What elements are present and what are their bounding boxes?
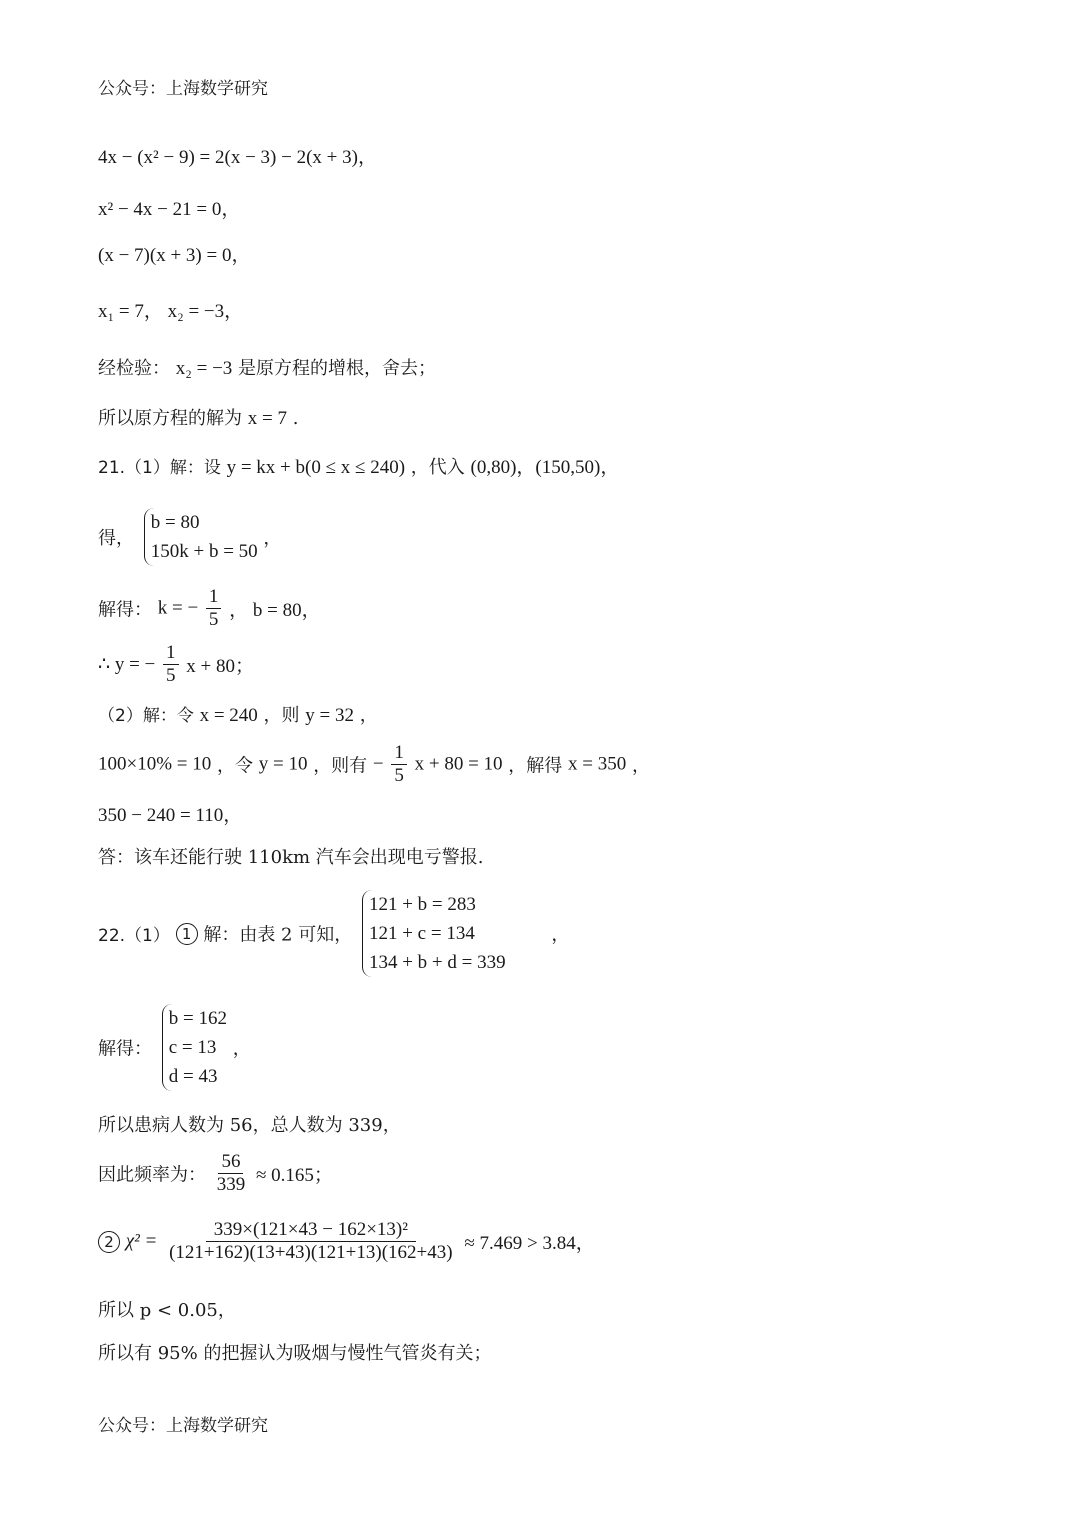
fraction-one-fifth bbox=[391, 742, 407, 787]
system-2-row-1: 121 + b = 283 bbox=[368, 894, 476, 915]
part2-end: ， bbox=[359, 705, 378, 726]
frequency-fraction bbox=[214, 1151, 249, 1196]
system-3-brace bbox=[162, 1004, 227, 1091]
system-3-row-1: b = 162 bbox=[168, 1008, 227, 1029]
system-1-row-2: 150k + b = 50 bbox=[150, 541, 258, 562]
solution-math: x = 7 bbox=[247, 408, 287, 429]
q21-line bbox=[98, 455, 619, 481]
calc-text-3: ，解得 bbox=[508, 755, 563, 777]
check-line bbox=[98, 356, 436, 382]
system-3-lead: 解得： bbox=[98, 1038, 152, 1060]
calc-math-2: y = 10 bbox=[258, 753, 308, 775]
conclusion-line: 所以有 95% 的把握认为吸烟与慢性气管炎有关； bbox=[98, 1343, 492, 1364]
chi-square-rest: ≈ 7.469 > 3.84， bbox=[464, 1233, 595, 1254]
system-2-end: ， bbox=[551, 924, 570, 946]
system-3-row-2: c = 13 bbox=[168, 1037, 217, 1058]
check-math: x₂ = −3 bbox=[175, 358, 233, 379]
fraction-numerator: 1 bbox=[391, 742, 407, 765]
equation-line-1: 4x − (x² − 9) = 2(x − 3) − 2(x + 3)， bbox=[98, 147, 377, 168]
q21-mid: ，代入 bbox=[410, 457, 465, 478]
answer-line: 答：该车还能行驶 110km 汽车会出现电亏警报. bbox=[98, 847, 484, 868]
fraction-numerator: 1 bbox=[206, 586, 222, 609]
circled-number-2: 2 bbox=[98, 1231, 120, 1253]
check-rest: 是原方程的增根，舍去； bbox=[238, 358, 437, 379]
fraction-denominator: 5 bbox=[208, 609, 219, 630]
function-rest: x + 80； bbox=[186, 656, 254, 677]
q22-lead: 解：由表 2 可知， bbox=[203, 924, 353, 946]
calc-line bbox=[98, 742, 650, 787]
system-2-row-2: 121 + c = 134 bbox=[368, 923, 475, 944]
q21-math-2: (0,80)，(150,50)， bbox=[470, 457, 620, 478]
part2-lead: （2）解：令 bbox=[98, 706, 194, 726]
chi-square-fraction bbox=[165, 1219, 456, 1264]
frequency-line bbox=[98, 1151, 333, 1196]
count-line: 所以患病人数为 56，总人数为 339， bbox=[98, 1115, 401, 1136]
solve-k-math: k = − bbox=[157, 597, 199, 619]
part2-math-1: x = 240 bbox=[199, 705, 258, 726]
fraction-denominator: 5 bbox=[166, 665, 176, 686]
page-footer: 公众号：上海数学研究 bbox=[98, 1416, 268, 1436]
difference-line: 350 − 240 = 110， bbox=[98, 805, 243, 826]
frequency-rest: ≈ 0.165； bbox=[255, 1165, 333, 1186]
chi-square-numerator: 339×(121×43 − 162×13)² bbox=[206, 1219, 416, 1242]
chi-square-lead: χ² = bbox=[125, 1230, 158, 1252]
function-line bbox=[98, 642, 254, 687]
calc-end: ， bbox=[631, 755, 650, 777]
frequency-lead: 因此频率为： bbox=[98, 1164, 206, 1186]
frequency-denominator: 339 bbox=[216, 1174, 246, 1195]
fraction-numerator: 1 bbox=[163, 642, 179, 665]
check-label: 经检验： bbox=[98, 358, 170, 379]
fraction-one-fifth bbox=[163, 642, 179, 687]
chi-square-line bbox=[98, 1219, 595, 1264]
calc-math-3: x + 80 = 10 bbox=[414, 753, 503, 775]
solution-label: 所以原方程的解为 bbox=[98, 408, 242, 429]
system-1-end: ， bbox=[263, 528, 282, 549]
solution-line bbox=[98, 406, 298, 432]
p-value-line: 所以 p < 0.05， bbox=[98, 1300, 236, 1321]
fraction-denominator: 5 bbox=[394, 765, 404, 786]
calc-math-4: x = 350 bbox=[568, 753, 627, 775]
part2-mid: ，则 bbox=[263, 705, 300, 726]
system-3-end: ， bbox=[232, 1038, 251, 1060]
page-header: 公众号：上海数学研究 bbox=[98, 79, 268, 99]
system-1-lead: 得， bbox=[98, 528, 134, 549]
solve-k-lead: 解得： bbox=[98, 599, 152, 621]
equation-line-4: x₁ = 7， x₂ = −3， bbox=[98, 301, 244, 322]
circled-number-1: 1 bbox=[176, 923, 198, 945]
chi-square-denominator: (121+162)(13+43)(121+13)(162+43) bbox=[169, 1242, 453, 1263]
system-2-row-3: 134 + b + d = 339 bbox=[368, 952, 506, 973]
q22-label: 22.（1） bbox=[98, 926, 170, 946]
system-2-brace bbox=[362, 890, 546, 977]
equation-line-2: x² − 4x − 21 = 0， bbox=[98, 199, 241, 220]
calc-text-2: ，则有 bbox=[313, 755, 368, 777]
system-3 bbox=[98, 1004, 251, 1091]
fraction-one-fifth bbox=[206, 586, 222, 631]
equation-line-3: (x − 7)(x + 3) = 0， bbox=[98, 245, 251, 266]
q22-line bbox=[98, 890, 569, 977]
part2-line bbox=[98, 703, 378, 729]
solution-end: . bbox=[292, 408, 299, 429]
system-1 bbox=[98, 508, 281, 566]
q21-math-1: y = kx + b(0 ≤ x ≤ 240) bbox=[226, 457, 406, 478]
function-lead: ∴ y = − bbox=[98, 654, 156, 675]
solve-k-line bbox=[98, 586, 321, 631]
solve-b-math: ， b = 80， bbox=[229, 600, 321, 621]
part2-math-2: y = 32 bbox=[305, 705, 354, 726]
system-1-row-1: b = 80 bbox=[150, 512, 200, 533]
system-3-row-3: d = 43 bbox=[168, 1066, 218, 1087]
frequency-numerator: 56 bbox=[218, 1151, 243, 1174]
q21-label: 21.（1）解：设 bbox=[98, 458, 221, 478]
system-1-brace bbox=[144, 508, 258, 566]
calc-neg: − bbox=[372, 753, 384, 775]
calc-math-1: 100×10% = 10 bbox=[98, 753, 212, 775]
calc-text-1: ，令 bbox=[217, 755, 253, 777]
